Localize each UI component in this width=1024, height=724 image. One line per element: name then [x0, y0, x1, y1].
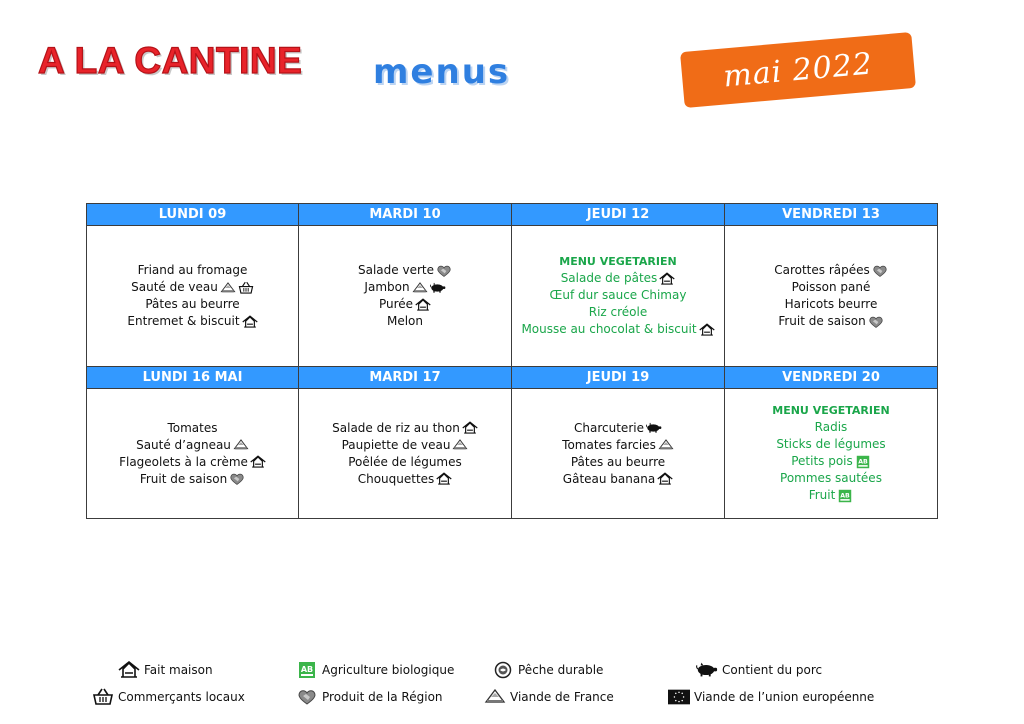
- menu-item: [791, 453, 871, 470]
- fait-maison-icon: [242, 315, 258, 329]
- menu-item: [167, 420, 217, 437]
- menu-item-label: Poisson pané: [791, 280, 871, 294]
- menu-item: [574, 420, 662, 437]
- menu-item-label: Pâtes au beurre: [145, 297, 240, 311]
- menu-item-label: Jambon: [364, 280, 410, 294]
- menu-item: [131, 279, 254, 296]
- legend-label: Fait maison: [144, 663, 213, 677]
- menu-item-label: Salade verte: [358, 263, 434, 277]
- produit-region-icon: [872, 264, 888, 278]
- menu-item: [815, 419, 848, 436]
- day-menu-cell: [87, 389, 299, 519]
- menu-item: [785, 296, 878, 313]
- menu-item: [348, 454, 462, 471]
- legend-label: Viande de l’union européenne: [694, 690, 875, 704]
- commercants-locaux-icon: [238, 281, 254, 295]
- viande-france-icon: [412, 281, 428, 295]
- day-menu-cell: [512, 226, 725, 367]
- menu-item-label: Chouquettes: [357, 471, 435, 486]
- menu-item: [561, 270, 676, 287]
- menu-item-label: Fruit de saison: [778, 314, 866, 328]
- menu-item-label: Tomates: [167, 420, 218, 435]
- menu-item: [145, 296, 239, 313]
- legend-item-viande-ue: [668, 688, 874, 706]
- agriculture-bio-icon: [296, 661, 318, 679]
- menu-item-label: Riz créole: [588, 305, 648, 319]
- menu-item: [140, 471, 245, 488]
- day-header: VENDREDI 13: [725, 204, 938, 226]
- page-title: A LA CANTINE: [38, 40, 303, 81]
- menu-item: [119, 454, 266, 471]
- week-1-menu-row: [87, 226, 938, 367]
- legend-label: Agriculture biologique: [322, 663, 455, 677]
- fait-maison-icon: [659, 272, 675, 286]
- menu-item-label: Fruit de saison: [139, 471, 228, 486]
- menu-item: [521, 321, 714, 338]
- menu-item: [809, 487, 854, 504]
- fait-maison-icon: [699, 323, 715, 337]
- produit-region-icon: [296, 688, 318, 706]
- menu-item-label: Fruit: [808, 488, 836, 502]
- menu-item-label: Melon: [386, 314, 424, 328]
- porc-icon: [430, 281, 446, 295]
- menu-item-label: Mousse au chocolat & biscuit: [521, 322, 697, 336]
- menu-item-label: Petits pois: [791, 454, 853, 468]
- menu-item-label: Carottes râpées: [774, 263, 870, 277]
- day-header: JEUDI 12: [512, 204, 725, 226]
- peche-durable-icon: [492, 661, 514, 679]
- menu-item-label: Salade de pâtes: [560, 271, 658, 285]
- day-header: LUNDI 16 MAI: [87, 367, 299, 389]
- svg-text:AB: AB: [840, 492, 851, 500]
- menu-item-label: Entremet & biscuit: [127, 314, 240, 328]
- menu-item: [563, 471, 673, 488]
- fait-maison-icon: [462, 421, 478, 435]
- legend-label: Commerçants locaux: [118, 690, 245, 704]
- menu-item-label: Sticks de légumes: [776, 437, 886, 451]
- menu-item-label: Gâteau banana: [562, 471, 656, 486]
- menu-item: [589, 304, 648, 321]
- day-menu-cell: [725, 389, 938, 519]
- month-label: mai 2022: [721, 46, 875, 94]
- menu-item-label: Œuf dur sauce Chimay: [549, 288, 687, 302]
- viande-france-icon: [484, 688, 506, 706]
- porc-icon: [696, 661, 718, 679]
- svg-text:AB: AB: [857, 458, 868, 466]
- legend-item-fait-maison: [118, 661, 213, 679]
- menu-item: [136, 437, 249, 454]
- fait-maison-icon: [118, 661, 140, 679]
- vegetarian-menu-label: MENU VEGETARIEN: [772, 404, 890, 417]
- svg-text:AB: AB: [300, 665, 314, 674]
- menu-item: [138, 262, 248, 279]
- menu-item: [387, 313, 423, 330]
- viande-france-icon: [233, 438, 249, 452]
- fait-maison-icon: [436, 472, 452, 486]
- day-header: JEUDI 19: [512, 367, 725, 389]
- menu-item: [780, 470, 882, 487]
- week-1-header-row: [87, 204, 938, 226]
- menu-item: [562, 437, 674, 454]
- menu-item-label: Salade de riz au thon: [332, 420, 460, 435]
- legend: [0, 657, 1024, 717]
- fait-maison-icon: [415, 298, 431, 312]
- legend-item-peche-durable: [492, 661, 603, 679]
- page-subtitle: menus: [373, 52, 511, 92]
- week-2-menu-row: [87, 389, 938, 519]
- menu-item: [776, 436, 885, 453]
- week-2-header-row: [87, 367, 938, 389]
- fait-maison-icon: [657, 472, 673, 486]
- menu-item-label: Paupiette de veau: [341, 437, 451, 452]
- menu-item-label: Friand au fromage: [137, 263, 248, 277]
- day-header: LUNDI 09: [87, 204, 299, 226]
- agriculture-bio-icon: [855, 455, 871, 469]
- porc-icon: [646, 421, 662, 435]
- menu-table: [86, 203, 938, 519]
- menu-item-label: Sauté de veau: [131, 280, 218, 294]
- day-header: MARDI 10: [299, 204, 512, 226]
- legend-item-commercants-locaux: [92, 688, 245, 706]
- menu-item: [358, 262, 452, 279]
- legend-label: Contient du porc: [722, 663, 823, 677]
- menu-item: [778, 313, 883, 330]
- produit-region-icon: [229, 472, 245, 486]
- menu-item-label: Charcuterie: [574, 420, 644, 435]
- menu-item: [332, 420, 478, 437]
- commercants-locaux-icon: [92, 688, 114, 706]
- day-menu-cell: [299, 226, 512, 367]
- legend-item-produit-region: [296, 688, 443, 706]
- legend-label: Pêche durable: [518, 663, 604, 677]
- day-menu-cell: [725, 226, 938, 367]
- agriculture-bio-icon: [837, 489, 853, 503]
- viande-france-icon: [658, 438, 674, 452]
- vegetarian-menu-label: MENU VEGETARIEN: [559, 255, 677, 268]
- menu-item: [792, 279, 871, 296]
- menu-item-label: Pâtes au beurre: [570, 454, 666, 469]
- menu-item-label: Purée: [378, 297, 414, 311]
- viande-france-icon: [220, 281, 236, 295]
- menu-item: [358, 471, 453, 488]
- fait-maison-icon: [250, 455, 266, 469]
- legend-item-contient-porc: [696, 661, 822, 679]
- menu-item-label: Radis: [814, 420, 848, 434]
- menu-item-label: Flageolets à la crème: [119, 454, 248, 469]
- legend-item-agriculture-bio: [296, 661, 454, 679]
- viande-ue-icon: [668, 688, 690, 706]
- menu-item: [774, 262, 888, 279]
- menu-item: [127, 313, 257, 330]
- menu-item: [550, 287, 687, 304]
- day-menu-cell: [87, 226, 299, 367]
- day-menu-cell: [299, 389, 512, 519]
- menu-item-label: Pommes sautées: [780, 471, 882, 485]
- produit-region-icon: [436, 264, 452, 278]
- day-header: MARDI 17: [299, 367, 512, 389]
- viande-france-icon: [452, 438, 468, 452]
- menu-item: [379, 296, 431, 313]
- menu-item-label: Haricots beurre: [784, 297, 878, 311]
- menu-item: [342, 437, 469, 454]
- menu-item: [571, 454, 665, 471]
- menu-item: [364, 279, 445, 296]
- month-badge: [680, 32, 916, 108]
- legend-label: Produit de la Région: [322, 690, 443, 704]
- day-header: VENDREDI 20: [725, 367, 938, 389]
- menu-item-label: Tomates farcies: [562, 437, 656, 452]
- legend-label: Viande de France: [510, 690, 614, 704]
- menu-item-label: Sauté d’agneau: [136, 437, 231, 452]
- day-menu-cell: [512, 389, 725, 519]
- legend-item-viande-france: [484, 688, 614, 706]
- menu-item-label: Poêlée de légumes: [348, 454, 462, 469]
- produit-region-icon: [868, 315, 884, 329]
